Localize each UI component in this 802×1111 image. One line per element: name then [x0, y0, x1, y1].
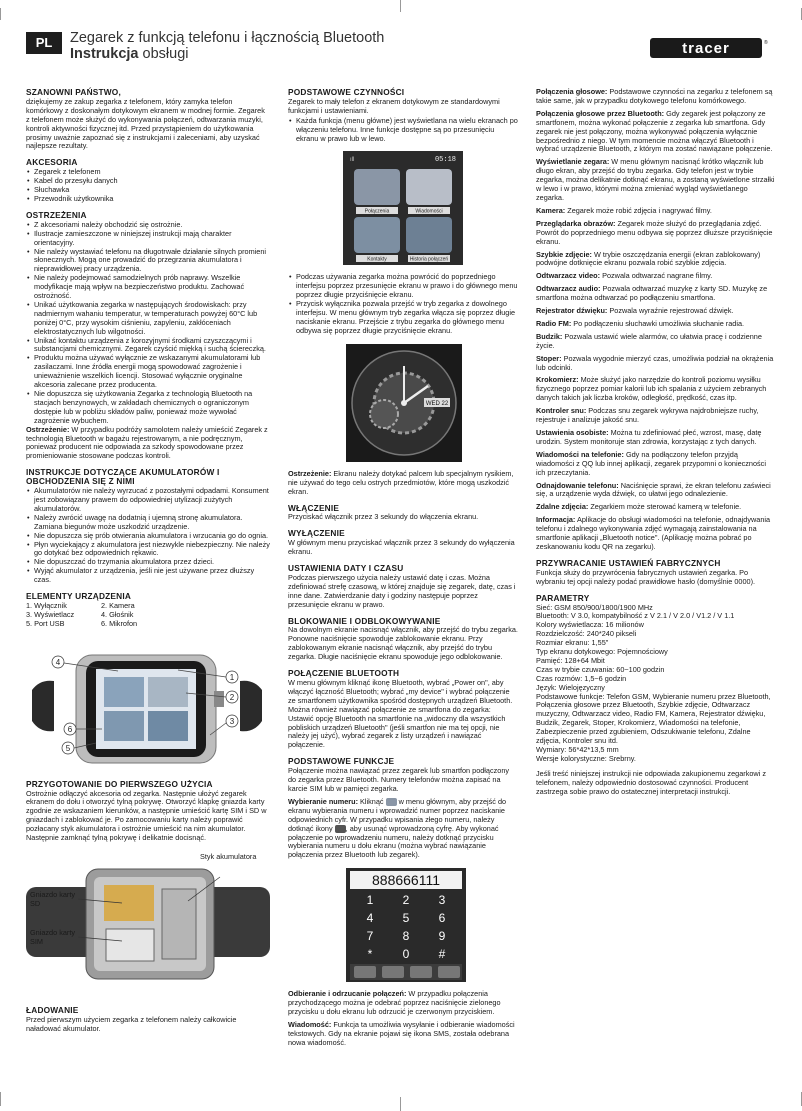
phone-icon — [386, 798, 397, 806]
key-4: 4 — [366, 911, 374, 926]
list-item: • Każda funkcja (menu główne) jest wyświetlana na wielu ekranach po włączeniu telefonu. Inne funkcje dostępne są po przesunięciu ekranu w prawo lub w lewo. — [288, 117, 518, 144]
callout-2: 2 — [229, 692, 235, 702]
feature-paragraph: Rejestrator dźwięku: Pozwala wyraźnie rejestrować dźwięk. — [536, 306, 734, 316]
key-star: * — [367, 947, 373, 962]
column-left — [26, 88, 270, 1038]
basic-text: Zegarek to mały telefon z ekranem dotykowym ze standardowymi funkcjami i ustawieniami. — [288, 96, 500, 115]
menu-label-calls: Połączenia — [364, 208, 390, 215]
sim-slot-label: Gniazdo karty SIM — [30, 928, 76, 946]
list-item: • Nie należy wystawiać telefonu na długotrwałe działanie silnych promieni słonecznych. Mogą one prowadzić do przegrzania akumulatora i nieprawidłowej pracy urządzenia. — [26, 248, 270, 275]
key-2: 2 — [402, 893, 410, 908]
feature-paragraph: Stoper: Pozwala wygodnie mierzyć czas, umożliwia podział na okrążenia lub odcinki. — [536, 353, 774, 372]
menu-time: 05:18 — [434, 156, 456, 165]
intro-text: dziękujemy ze zakup zegarka z telefonem, który zamyka telefon komórkowy z doskonałym dotykowym ekranem w modnej formie. Zegarek z telefonem może służyć do wykonywania połączeń, odtwarzania muzyki, kontroli aktywności fizycznej itd. Przed przystąpieniem do użytkowania prosimy uważnie zapoznać się z instrukcjami i zaleceniami, aby uzyskać najlepsze rezultaty. — [26, 96, 265, 151]
clock-day: WED 22 — [425, 400, 449, 407]
key-3: 3 — [438, 893, 446, 908]
callout-5: 5 — [65, 743, 71, 753]
battery-contact-label: Styk akumulatora — [200, 852, 257, 861]
list-item: • Produktu można używać wyłącznie ze wskazanymi akumulatorami lub zasilaczami. Inne źródła energii mogą spowodować zagrożenie i unieważnienie wszelkich licencji. Stosować wyłącznie oryginalne akcesoria zalecane przez producenta. — [26, 354, 270, 390]
list-item: • Z akcesoriami należy obchodzić się ostrożnie. — [26, 221, 270, 230]
main-menu-screen — [288, 149, 518, 267]
parameter-item: Sieć: GSM 850/900/1800/1900 MHz — [536, 602, 653, 612]
parameter-item: Czas rozmów: 1,5~6 godzin — [536, 673, 627, 683]
dialer-figure — [288, 866, 518, 984]
list-item: • Podczas używania zegarka można powrócić do poprzedniego interfejsu poprzez przesunięcie ekranu w prawo i do głównego menu poprzez długie przyciśnięcie ekranu. — [288, 273, 518, 300]
device-elements-list — [26, 602, 176, 629]
parameters-list — [536, 604, 776, 764]
brand-text: tracer — [682, 40, 730, 57]
language-tab: PL — [26, 32, 62, 54]
feature-paragraph: Odtwarzacz audio: Pozwala odtwarzać muzykę z karty SD. Muzykę ze smartfona można odtwarzać po podłączeniu smartfona. — [536, 284, 768, 303]
list-item: • Unikać kontaktu urządzenia z korozyjnymi środkami czyszczącymi i substancjami chemicznymi. Zegarek czyścić miękką i suchą ściereczką. — [26, 337, 270, 355]
feature-paragraph: Odtwarzacz video: Pozwala odtwarzać nagrane filmy. — [536, 271, 713, 281]
key-5: 5 — [402, 911, 410, 926]
feature-paragraph: Połączenia głosowe: Podstawowe czynności na zegarku z telefonem są takie same, jak w przypadku dotykowego telefonu komórkowego. — [536, 87, 773, 105]
final-note: Jeśli treść niniejszej instrukcji nie odpowiada zakupionemu zegarkowi z telefonem, należy odpowiednio dostosować czynności. Producent zastrzega sobie prawo do ostatecznej interpretacji instrukcji. — [536, 768, 766, 796]
feature-paragraph: Kamera: Zegarek może robić zdjęcia i nagrywać filmy. — [536, 205, 712, 215]
key-6: 6 — [438, 911, 446, 926]
warnings-list — [26, 221, 270, 426]
feature-paragraph: Zdalne zdjęcia: Zegarkiem może sterować kamerą w telefonie. — [536, 502, 742, 512]
element-item: 3. Wyświetlacz — [26, 609, 75, 619]
list-item: • Zegarek z telefonem — [26, 168, 270, 177]
section-title: PRZYGOTOWANIE DO PIERWSZEGO UŻYCIA — [26, 778, 213, 789]
list-item: • Nie dopuszczać do trzymania akumulatora przez dzieci. — [26, 558, 270, 567]
feature-paragraph: Odnajdowanie telefonu: Naciśnięcie sprawi, że ekran telefonu zaświeci się, a urządzenie wyda dźwięk, co ułatwi jego odnalezienie. — [536, 480, 771, 499]
section-title: INSTRUKCJE DOTYCZĄCE AKUMULATORÓW I OBCHODZENIA SIĘ Z NIMI — [26, 467, 220, 487]
menu-label-contacts: Kontakty — [367, 256, 387, 263]
feature-paragraph: Krokomierz: Może służyć jako narzędzie do kontroli poziomu wysiłku fizycznego poprzez pomiar kalorii lub ich spalania z użyciem zebranych danych takich jak liczba kroków, odległość, prędkość, czas itp. — [536, 375, 767, 403]
section-title: WŁĄCZENIE — [288, 502, 340, 513]
element-item: 2. Kamera — [101, 600, 135, 610]
list-item: • Wyjąć akumulator z urządzenia, jeśli nie jest używane przez dłuższy czas. — [26, 567, 270, 585]
crop-mark — [400, 0, 401, 12]
watch-diagram — [26, 635, 270, 773]
section-title: PRZYWRACANIE USTAWIEŃ FABRYCZNYCH — [536, 557, 721, 568]
charge-text: Przed pierwszym użyciem zegarka z telefonem należy całkowicie naładować akumulator. — [26, 1014, 237, 1033]
parameter-item: Język: Wielojęzyczny — [536, 682, 605, 692]
feature-paragraph: Szybkie zdjęcie: W trybie oszczędzania energii (ekran zablokowany) podwójne dotknięcie ekranu pozwala robić szybkie zdjęcia. — [536, 249, 761, 268]
document-subtitle: Instrukcja obsługi — [70, 46, 189, 62]
power-off-text: W głównym menu przyciskać włącznik przez 3 sekundy do wyłączenia ekranu. — [288, 538, 515, 557]
tracer-logo — [650, 36, 768, 60]
callout-4: 4 — [55, 657, 61, 667]
feature-paragraph: Wyświetlanie zegara: W menu głównym nacisnąć krótko włącznik lub długo ekran, aby przejść do trybu zegarka. Gdy telefon jest w trybie zegarka, można delikatnie dotknąć ekranu, a zostaną wyświetlone strzałki w lewo i w prawo, którymi można zmieniać wygląd wyświetlanego zegarka. — [536, 157, 775, 202]
key-8: 8 — [402, 929, 410, 944]
watch-back-diagram — [26, 849, 270, 999]
svg-text:ıll: ıll — [350, 157, 355, 164]
element-item: 5. Port USB — [26, 618, 65, 628]
parameter-item: Rozdzielczość: 240*240 pikseli — [536, 629, 637, 639]
svg-text:®: ® — [764, 40, 768, 46]
list-item: • Unikać użytkowania zegarka w następujących środowiskach: przy nadmiernym wahaniu temperatur, w temperaturach powyżej 60°C lub poniżej 0°C, przy wysokim ciśnieniu, zapyleniu, zakłóceniach elektrostatycznych lub wilgotności. — [26, 301, 270, 337]
list-item: • Nie dopuszcza się użytkowania Zegarka z technologią Bluetooth na stacjach benzynowych, w zakładach chemicznych o ograniczonym dostępie lub w pobliżu składów paliw, ponieważ może wywołać zagrożenie wybuchem. — [26, 390, 270, 426]
parameter-item: Rozmiar ekranu: 1,55" — [536, 638, 609, 648]
feature-paragraph: Wiadomości na telefonie: Gdy na podłączony telefon przyjdą wiadomości z QQ lub innej aplikacji, zegarek przypomni o konieczności ich przeczytania. — [536, 449, 766, 477]
clock-face-screen — [288, 342, 518, 464]
column-right — [536, 88, 776, 801]
parameter-item: Podstawowe funkcje: Telefon GSM, Wybieranie numeru przez Bluetooth, Połączenia głosowe przez Bluetooth, Szybkie zdjęcie, Odtwarzacz muzyczny, Odtwarzacz video, Radio FM, Kamera, Rejestrator dźwięku, Budzik, Zegarek, Stoper, Krokomierz, Wiadomości na telefonie, Zabezpieczenie przed zgubieniem, Odszukiwanie telefonu, Zdalne zdjęcia, Kontroler snu itd. — [536, 691, 771, 746]
bluetooth-text: W menu głównym kliknąć ikonę Bluetooth, wybrać „Power on", aby włączyć łączność Bluetooth; wybrać „my device" i wybrać połączenie ze smartfonem użytkownika spośród dostępnych urządzeń Bluetooth. Można również nawiązać połączenie ze smartfona do zegarka: Ustawić opcję Bluetooth na smartfonie na „widoczny dla wszystkich pobliskich urządzeń Bluetooth" (jeśli smartfon nie ma tej opcji, nie należy jej użyć), wybrać zegarek z listy urządzeń i nawiązać połączenie. — [288, 678, 513, 750]
list-item: • Akumulatorów nie należy wyrzucać z pozostałymi odpadami. Konsument jest zobowiązany prawem do odpowiedniej utylizacji zużytych akumulatorów. — [26, 487, 270, 514]
parameter-item: Pamięć: 128+64 Mbit — [536, 655, 605, 665]
section-title: WYŁĄCZENIE — [288, 528, 345, 539]
list-item: • Nie dopuszcza się prób otwierania akumulatora i wrzucania go do ognia. — [26, 532, 270, 541]
element-item: 4. Głośnik — [101, 609, 134, 619]
parameter-item: Wersje kolorystyczne: Srebrny. — [536, 753, 636, 763]
answer-paragraph: Odbieranie i odrzucanie połączeń: W przypadku połączenia przychodzącego można je odebrać poprzez naciśnięcie zielonego przycisku u dołu ekranu lub odrzucić je czerwonym przyciskiem. — [288, 989, 501, 1017]
page-header — [0, 22, 802, 72]
list-item: • Słuchawka — [26, 186, 270, 195]
document-title: Zegarek z funkcją telefonu i łącznością Bluetooth — [70, 30, 385, 46]
accessories-list — [26, 168, 270, 204]
menu-label-history: Historia połączeń — [409, 256, 449, 263]
list-item: • Należy zwrócić uwagę na dodatnią i ujemną stronę akumulatora. Zamiana biegunów może uszkodzić urządzenie. — [26, 514, 270, 532]
list-item: • Ilustracje zamieszczone w niniejszej instrukcji mają charakter orientacyjny. — [26, 230, 270, 248]
list-item: • Płyn wyciekający z akumulatora jest niezwykle niebezpieczny. Nie należy go dotykać bez odpowiednich rękawic. — [26, 541, 270, 559]
key-7: 7 — [366, 929, 374, 944]
list-item: • Przewodnik użytkownika — [26, 195, 270, 204]
key-1: 1 — [366, 893, 374, 908]
crop-mark — [400, 1097, 401, 1111]
parameter-item: Kolory wyświetlacza: 16 milionów — [536, 620, 644, 630]
key-0: 0 — [402, 947, 410, 962]
list-item: • Nie należy podejmować samodzielnych prób naprawy. Wszelkie modyfikacje mają wpływ na bezpieczeństwo produktu. Zachować ostrożność. — [26, 274, 270, 301]
date-text: Podczas pierwszego użycia należy ustawić datę i czas. Można zdefiniować strefę czasową, w której znajduje się zegarek, datę, czas i inne dane. Zatwierdzanie daty i godziny następuje poprzez przesunięcie ekranu w prawo. — [288, 572, 516, 609]
parameter-item: Czas w trybie czuwania: 60~100 godzin — [536, 664, 665, 674]
caution-paragraph: Ostrzeżenie: W przypadku podróży samolotem należy umieścić Zegarek z technologią Bluetooth w bagażu rejestrowanym, a nie podręcznym, ponieważ producent nie odpowiada za szkody spowodowane przez promieniowanie stosowane podczas kontroli. — [26, 424, 268, 461]
message-paragraph: Wiadomość: Funkcja ta umożliwia wysyłanie i odbieranie wiadomości tekstowych. Gdy na ekranie pojawi się ikona SMS, została odebrana nowa wiadomość. — [288, 1019, 515, 1047]
dialer-number: 888666111 — [372, 872, 440, 889]
watch-back-figure — [26, 849, 270, 999]
section-title: AKCESORIA — [26, 157, 78, 168]
functions-text: Połączenie można nawiązać przez zegarek lub smartfon podłączony do zegarka przez Bluetooth. Numery telefonów można zapisać na karcie SIM lub w pamięci zegarka. — [288, 766, 510, 793]
parameter-item: Typ ekranu dotykowego: Pojemnościowy — [536, 647, 668, 657]
list-item: • Kabel do przesyłu danych — [26, 177, 270, 186]
dialer-screen — [288, 866, 518, 984]
main-menu-figure — [288, 149, 518, 267]
feature-paragraph: Połączenia głosowe przez Bluetooth: Gdy zegarek jest połączony ze smartfonem, można wykonać połączenie z zegarka lub smartfona. Gdy zegarek nie jest połączony, można wykonywać połączenia wyłącznie bezpośrednio z niego. W tym momencie można włączyć Bluetooth i wybrać urządzenie Bluetooth, z którym ma zostać nawiązane połączenie. — [536, 108, 773, 154]
menu-label-messages: Wiadomości — [415, 208, 443, 215]
clock-face-figure — [288, 342, 518, 464]
section-title: PODSTAWOWE FUNKCJE — [288, 756, 395, 767]
section-title: PODSTAWOWE CZYNNOŚCI — [288, 87, 405, 97]
parameter-item: Bluetooth: V 3.0, kompatybilność z V 2.1 / V 2.0 / V1.2 / V 1.1 — [536, 611, 735, 621]
crop-mark — [0, 1092, 1, 1106]
feature-paragraph: Radio FM: Po podłączeniu słuchawki umożliwia słuchanie radia. — [536, 318, 745, 328]
backspace-icon — [335, 825, 346, 833]
feature-paragraph: Budzik: Pozwala ustawić wiele alarmów, co ułatwia pracę i codzienne życie. — [536, 331, 762, 350]
section-title: BLOKOWANIE I ODBLOKOWYWANIE — [288, 615, 441, 626]
element-item: 1. Wyłącznik — [26, 600, 67, 610]
crop-mark — [0, 8, 1, 20]
section-title: PARAMETRY — [536, 592, 590, 603]
dialing-paragraph: Wybieranie numeru: Kliknąć w menu głównym, aby przejść do ekranu wybierania numeru i wprowadzić numer poprzez naciskanie odpowiednich cyfr. W przypadku wpisania złego numeru, należy dotknąć ikony , aby usunąć wprowadzoną cyfrę. Aby wykonać połączenie po wprowadzeniu numeru, należy dotknąć przycisku wybierania numeru u dołu ekranu (można wybrać nawiązanie połączenia przez Bluetooth lub zegarek). — [288, 796, 507, 860]
section-title: ELEMENTY URZĄDZENIA — [26, 591, 132, 602]
reset-text: Funkcja służy do przywrócenia fabrycznych ustawień zegarka. Po wybraniu tej opcji należy podać prawidłowe hasło (domyślnie 0000). — [536, 567, 756, 586]
feature-paragraph: Przeglądarka obrazów: Zegarek może służyć do przeglądania zdjęć. Powrót do poprzedniego menu odbywa się poprzez dłuższe przyciśnięcie ekranu. — [536, 218, 773, 246]
callout-6: 6 — [67, 724, 73, 734]
basic-list — [288, 117, 518, 144]
section-title: POŁĄCZENIE BLUETOOTH — [288, 668, 400, 679]
section-title: SZANOWNI PAŃSTWO, — [26, 87, 121, 97]
key-9: 9 — [438, 929, 446, 944]
prep-text: Ostrożnie odłączyć akcesoria od zegarka. Następnie ułożyć zegarek ekranem do dołu i otworzyć tylną pokrywę. Otworzyć klapkę gniazda karty zgodnie ze wskazaniem kierunków, a następnie umieścić kartę SIM i SD w gniazdach i zablokować je. Po zamocowaniu karty należy poprawić pozłacany styk akumulatora i ostrożnie umieścić na nim akumulator. Następnie zamknąć tylną pokrywę i delikatnie docisnąć. — [26, 788, 267, 843]
list-item: • Przycisk wyłącznika pozwala przejść w tryb zegarka z dowolnego interfejsu. W menu głównym tryb zegarka włącza się poprzez długie naciskanie ekranu. Przejście z trybu zegarka do głównego menu odbywa się poprzez długie przyciśnięcie ekranu. — [288, 300, 518, 336]
element-item: 6. Mikrofon — [101, 618, 138, 628]
power-on-text: Przyciskać włącznik przez 3 sekundy do włączenia ekranu. — [288, 512, 479, 522]
parameter-item: Wymiary: 56*42*13,5 mm — [536, 745, 619, 754]
battery-list — [26, 487, 270, 585]
section-title: USTAWIENIA DATY I CZASU — [288, 563, 404, 574]
callout-3: 3 — [229, 716, 235, 726]
feature-paragraph: Ustawienia osobiste: Można tu zdefiniować płeć, wzrost, masę, datę urodzin. System monitoruje stan zdrowia, korzystając z tych danych. — [536, 428, 762, 446]
usage-list — [288, 273, 518, 335]
lock-text: Na dowolnym ekranie nacisnąć włącznik, aby przejść do trybu zegarka. Ponowne naciśnięcie spowoduje zablokowanie ekranu. Przy zablokowanym ekranie nacisnąć włącznik, aby przejść do trybu zegarka. Długie naciśnięcie ekranu spowoduje jego odblokowanie. — [288, 625, 518, 662]
section-title: ŁADOWANIE — [26, 1005, 79, 1015]
section-title: OSTRZEŻENIA — [26, 209, 87, 220]
touch-warning: Ostrzeżenie: Ekranu należy dotykać palcem lub specjalnym rysikiem, nie używać do tego celu ostrych przedmiotów, które mogą uszkodzić ekran. — [288, 468, 514, 496]
feature-paragraph: Kontroler snu: Podczas snu zegarek wykrywa najdrobniejsze ruchy, rejestruje i analizuje jakość snu. — [536, 406, 759, 425]
key-hash: # — [438, 947, 446, 962]
callout-1: 1 — [229, 672, 235, 682]
column-middle — [288, 88, 518, 1052]
sd-slot-label: Gniazdo karty SD — [30, 890, 76, 908]
watch-elements-figure — [26, 635, 270, 773]
feature-paragraph: Informacja: Aplikacje do obsługi wiadomości na telefonie, odnajdywania telefonu i zdalnego wykonywania zdjęć wymagają zainstalowania na smartfonie aplikacji „Bluetooth notice". (Aplikację można pobrać po zeskanowaniu kodu QR na zegarku). — [536, 515, 771, 551]
